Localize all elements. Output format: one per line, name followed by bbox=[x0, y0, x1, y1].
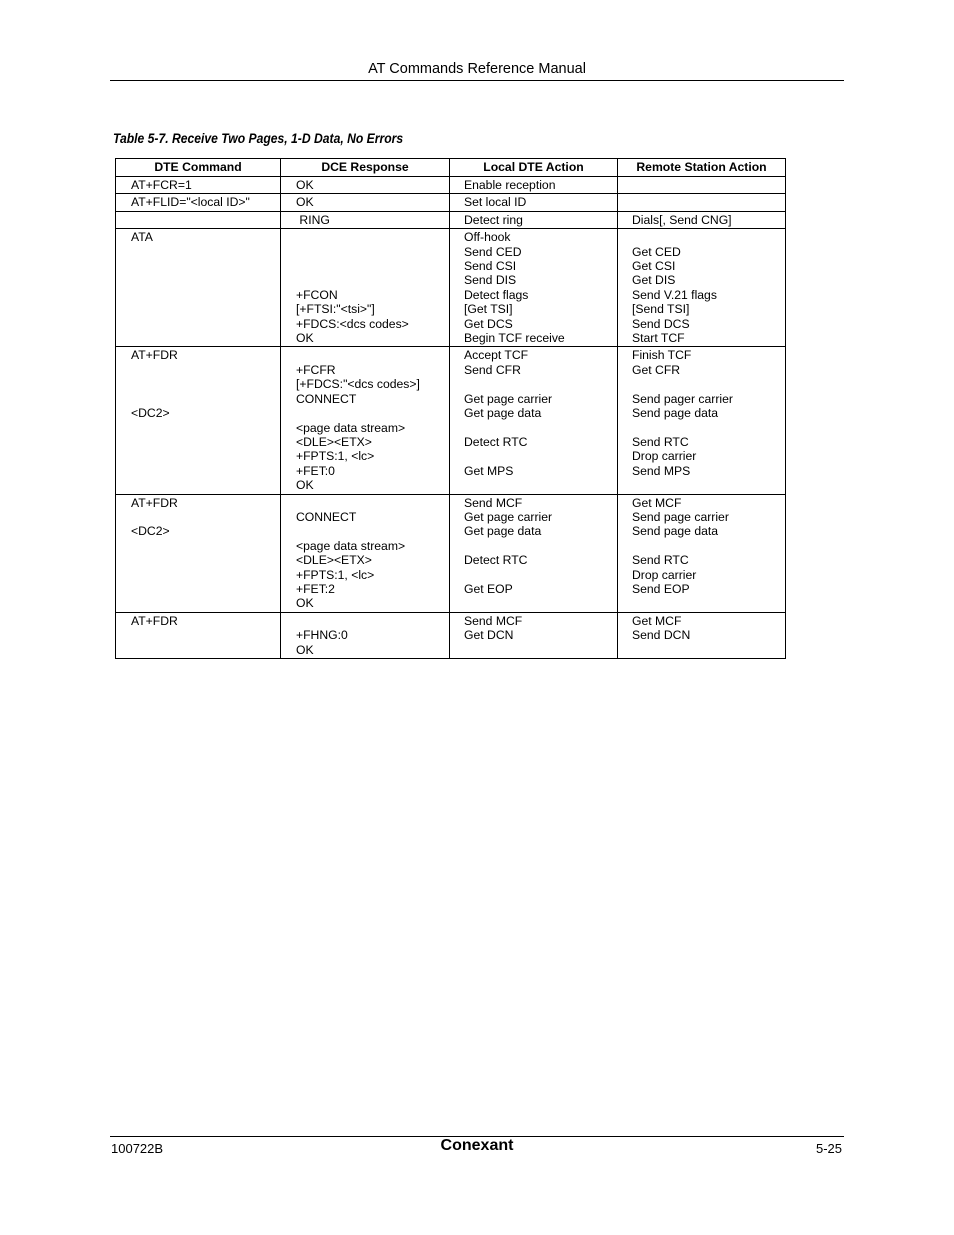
dte-command-cell: AT+FDR <DC2> bbox=[131, 495, 178, 539]
table-row bbox=[116, 229, 786, 347]
local-dte-action-cell: Off-hook Send CED Send CSI Send DIS Detect flags [Get TSI] Get DCS Begin TCF receive bbox=[464, 230, 565, 346]
local-dte-action-cell: Send MCF Get DCN bbox=[464, 613, 523, 643]
dce-response-cell: RING bbox=[296, 212, 330, 227]
dce-response-cell: +FCFR [+FDCS:"<dcs codes>] CONNECT <page data stream> <DLE><ETX> +FPTS:1, <lc> +FET:0 OK bbox=[296, 362, 420, 493]
dce-response-cell: CONNECT <page data stream> <DLE><ETX> +FPTS:1, <lc> +FET:2 OK bbox=[296, 509, 406, 611]
local-dte-action-cell: Accept TCF Send CFR Get page carrier Get page data Detect RTC Get MPS bbox=[464, 348, 553, 478]
footer-company-name: Conexant bbox=[440, 1137, 514, 1154]
header-rule bbox=[110, 80, 844, 81]
table-row bbox=[116, 612, 786, 658]
dte-command-cell: AT+FDR <DC2> bbox=[131, 348, 178, 421]
remote-station-action-cell: Get MCF Send page carrier Send page data Send RTC Drop carrier Send EOP bbox=[632, 495, 729, 596]
column-header-dce-response: DCE Response bbox=[281, 159, 450, 177]
local-dte-action-cell: Enable reception bbox=[464, 178, 556, 192]
dce-response-cell: +FCON [+FTSI:"<tsi>"] +FDCS:<dcs codes> OK bbox=[296, 287, 409, 346]
page-header-title: AT Commands Reference Manual bbox=[368, 61, 586, 77]
table-row bbox=[116, 494, 786, 612]
column-header-local-dte-action: Local DTE Action bbox=[450, 159, 618, 177]
table-row bbox=[116, 177, 786, 194]
table-row bbox=[116, 194, 786, 211]
local-dte-action-cell: Detect ring bbox=[464, 212, 523, 227]
local-dte-action-cell: Send MCF Get page carrier Get page data Detect RTC Get EOP bbox=[464, 495, 553, 596]
footer-page-number: 5-25 bbox=[815, 1141, 842, 1156]
remote-station-action-cell: Finish TCF Get CFR Send pager carrier Send page data Send RTC Drop carrier Send MPS bbox=[632, 348, 733, 478]
table-caption: Table 5-7. Receive Two Pages, 1-D Data, No Errors bbox=[113, 131, 404, 146]
fax-command-table bbox=[115, 158, 786, 659]
dte-command-cell: ATA bbox=[131, 230, 153, 245]
remote-station-action-cell bbox=[618, 177, 785, 179]
dte-command-cell bbox=[116, 212, 280, 214]
remote-station-action-cell bbox=[618, 194, 785, 196]
local-dte-action-cell: Set local ID bbox=[464, 195, 527, 210]
remote-station-action-cell: Dials[, Send CNG] bbox=[632, 212, 732, 227]
remote-station-action-cell: Get CED Get CSI Get DIS Send V.21 flags [Send TSI] Send DCS Start TCF bbox=[632, 244, 717, 346]
dce-response-cell: OK bbox=[296, 195, 314, 210]
table-header-row bbox=[116, 159, 786, 177]
column-header-remote-station-action: Remote Station Action bbox=[618, 159, 786, 177]
dte-command-cell: AT+FLID="<local ID>" bbox=[131, 195, 250, 210]
footer-doc-number: 100722B bbox=[111, 1141, 164, 1156]
dce-response-cell: +FHNG:0 OK bbox=[296, 628, 348, 657]
dte-command-cell: AT+FDR bbox=[131, 613, 178, 628]
remote-station-action-cell: Get MCF Send DCN bbox=[632, 613, 691, 643]
dte-command-cell: AT+FCR=1 bbox=[131, 178, 192, 192]
column-header-dte-command: DTE Command bbox=[116, 159, 281, 177]
dce-response-cell: OK bbox=[296, 178, 314, 192]
table-row bbox=[116, 347, 786, 494]
table-row bbox=[116, 211, 786, 228]
